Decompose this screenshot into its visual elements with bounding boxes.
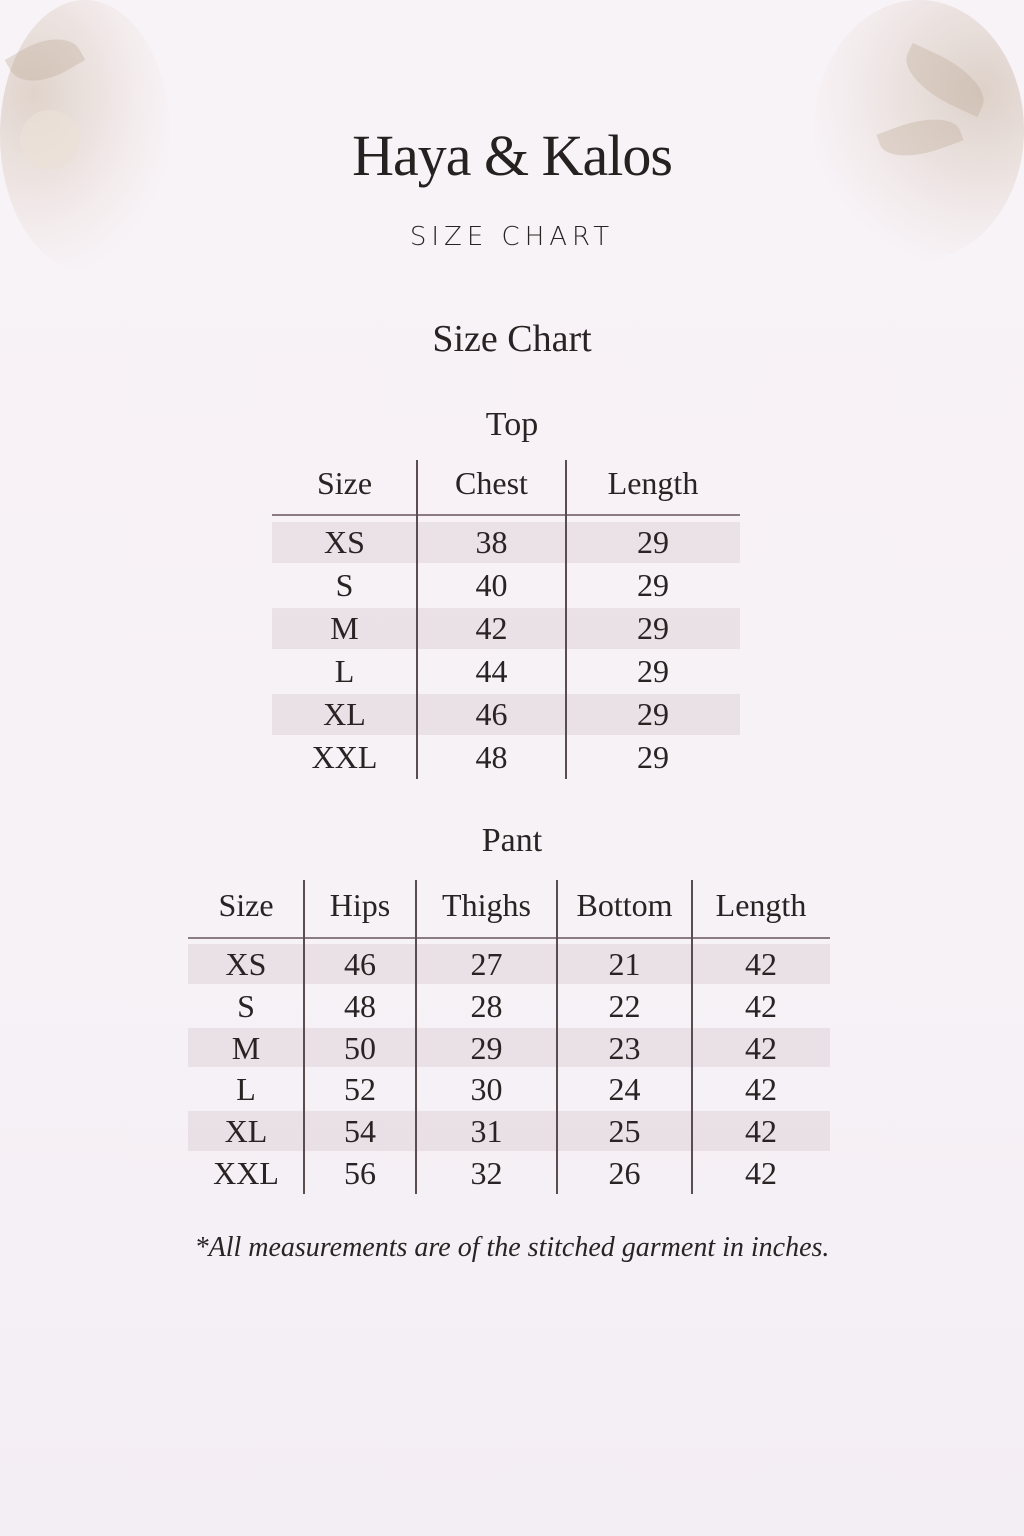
footnote: *All measurements are of the stitched garment in inches.	[194, 1232, 830, 1263]
page-heading: Size Chart	[432, 318, 592, 360]
size-cell: XL	[224, 1113, 268, 1150]
measurement-cell: 42	[745, 1029, 777, 1066]
measurement-cell: 22	[608, 987, 641, 1024]
measurement-cell: 25	[608, 1113, 641, 1150]
size-cell: XS	[324, 524, 365, 560]
measurement-cell: 42	[745, 1113, 777, 1150]
measurement-cell: 29	[637, 696, 669, 732]
measurement-cell: 50	[344, 1029, 376, 1066]
measurement-cell: 24	[608, 1071, 641, 1108]
size-cell: M	[330, 610, 359, 646]
column-header: Length	[607, 465, 699, 501]
column-header: Chest	[455, 465, 528, 501]
measurement-cell: 32	[470, 1155, 503, 1191]
measurement-cell: 52	[344, 1071, 376, 1108]
measurement-cell: 29	[637, 653, 669, 689]
size-cell: S	[237, 987, 255, 1024]
size-cell: L	[334, 653, 355, 689]
pant-table-title: Pant	[481, 822, 543, 859]
subtitle: SIZE CHART	[409, 222, 615, 252]
measurement-cell: 29	[637, 567, 669, 603]
size-cell: XS	[225, 946, 267, 982]
measurement-cell: 38	[475, 524, 508, 560]
measurement-cell: 42	[475, 610, 508, 646]
measurement-cell: 30	[470, 1071, 503, 1108]
measurement-cell: 29	[637, 610, 669, 646]
measurement-cell: 48	[475, 739, 508, 775]
header-divider	[188, 937, 830, 939]
size-cell: XXL	[213, 1155, 279, 1191]
measurement-cell: 29	[470, 1029, 503, 1066]
header-divider	[272, 514, 740, 516]
column-header: Length	[715, 887, 807, 923]
size-cell: M	[231, 1029, 261, 1066]
measurement-cell: 40	[475, 567, 508, 603]
measurement-cell: 46	[475, 696, 508, 732]
column-header: Thighs	[442, 887, 531, 923]
measurement-cell: 42	[745, 1071, 777, 1108]
measurement-cell: 23	[608, 1029, 641, 1066]
measurement-cell: 42	[745, 946, 777, 982]
measurement-cell: 29	[637, 524, 669, 560]
measurement-cell: 42	[745, 1155, 777, 1191]
column-header: Size	[218, 887, 274, 923]
column-header: Hips	[329, 887, 391, 923]
column-header: Bottom	[576, 887, 673, 923]
column-header: Size	[316, 465, 373, 501]
size-cell: S	[335, 567, 354, 603]
measurement-cell: 26	[608, 1155, 641, 1191]
measurement-cell: 29	[637, 739, 669, 775]
measurement-cell: 31	[470, 1113, 503, 1150]
measurement-cell: 28	[470, 987, 503, 1024]
size-cell: XL	[323, 696, 366, 732]
measurement-cell: 21	[608, 946, 641, 982]
brand-title: Haya & Kalos	[352, 123, 672, 188]
measurement-cell: 42	[745, 987, 777, 1024]
measurement-cell: 56	[344, 1155, 376, 1191]
size-cell: L	[236, 1071, 256, 1108]
measurement-cell: 44	[475, 653, 508, 689]
measurement-cell: 48	[344, 987, 376, 1024]
size-cell: XXL	[311, 739, 378, 775]
top-table-title: Top	[485, 406, 539, 443]
measurement-cell: 46	[344, 946, 376, 982]
measurement-cell: 54	[344, 1113, 376, 1150]
measurement-cell: 27	[470, 946, 503, 982]
